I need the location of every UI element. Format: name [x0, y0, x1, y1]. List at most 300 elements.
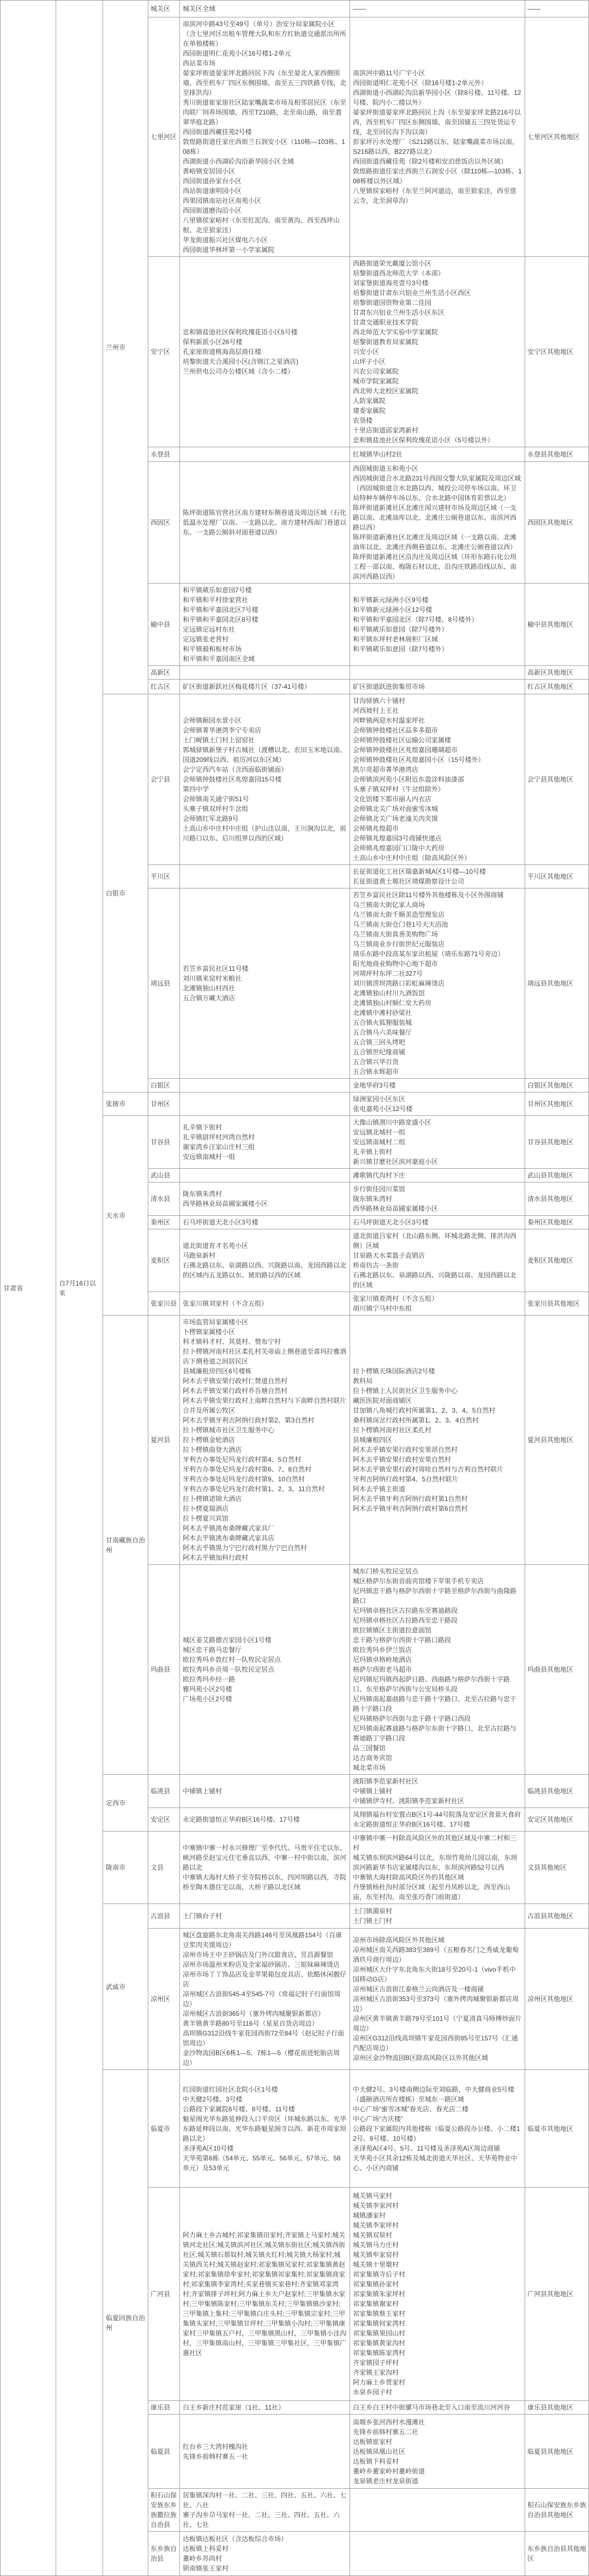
high-risk-area-line: 牙利吉办事处尼玛龙行政村第1、2、3、11自然村 — [183, 1485, 325, 1493]
city-row — [103, 1315, 588, 1774]
high-risk-area-line: 五合镇万藏大酒店 — [183, 994, 236, 1002]
high-risk-areas-cell — [180, 1216, 350, 1229]
medium-risk-area-line: 桥南仿古一条街 — [353, 1262, 399, 1269]
other-areas-cell: 七里河区其他地区 — [527, 133, 580, 141]
medium-risk-area-line: 新兴镇甘麽社区滨河豪庭小区 — [353, 1158, 438, 1166]
medium-risk-area-line: 龙泉镇老庄村龙泉街道 — [353, 2477, 419, 2485]
medium-risk-area-line: 中心广场“吉庆楼” — [353, 2115, 403, 2123]
medium-risk-area-line: 祁家集镇寺后子村 — [353, 2271, 406, 2278]
high-risk-area-line: 土门岘镇土门村上窑窑社 — [183, 736, 255, 744]
district-row — [148, 1564, 588, 1774]
district-name: 临夏县 — [148, 2415, 180, 2488]
high-risk-area-line: 兰州供电公司办公楼区域（含小二楼） — [183, 368, 294, 375]
city-row — [103, 1831, 588, 1904]
medium-risk-area-line: 桑科镇岗岔行政村所属第1、2、3、4自然村 — [353, 1416, 479, 1424]
medium-risk-area-line: 拉卜楞镇天珠国际酒店2号楼 — [353, 1367, 435, 1375]
high-risk-area-line: 和平镇葳乐如意园7号楼 — [183, 586, 252, 594]
district-rows — [148, 1775, 588, 1831]
district-name: 西固区 — [148, 462, 180, 583]
high-risk-area-line: 拉卜楞夏兴宾馆 — [183, 1515, 229, 1522]
high-risk-area-line: 西站菜市场 — [183, 59, 216, 67]
medium-risk-areas-cell — [350, 1316, 525, 1564]
high-risk-area-line: 秀川街道崔家崖社区陆家嘴蔬菜市场及相邻居民区（东至肉联厂饲养场围墙，西至T210路，北至南山路，南至翡翠华庭北路） — [183, 99, 347, 126]
high-risk-area-line: 雅玛苑小区2号楼 — [183, 1685, 232, 1693]
medium-risk-area-line: 西固城街道合水北路231号西固交警大队家属院及周边区域（西固城街道合水北路以西、城投公司停车场以南、环卫局特种车辆停车场以东、合水北路中国体育彩票以北） — [353, 475, 521, 502]
medium-risk-area-line: 城关镇十里墩村 — [353, 2261, 399, 2268]
district-row — [148, 1116, 588, 1168]
high-risk-area-line: 黄羊镇黄羊路80号至116号（星星百货店周边） — [183, 2020, 318, 2027]
high-risk-area-line: 西站街道康明园小区 — [183, 187, 242, 195]
district-row — [148, 2488, 588, 2531]
district-name: 康乐县 — [148, 2401, 180, 2414]
medium-risk-areas-cell — [350, 1169, 525, 1182]
high-risk-areas-cell — [180, 1929, 350, 2069]
high-risk-areas-cell — [180, 865, 350, 888]
medium-risk-areas-cell — [350, 1229, 525, 1292]
medium-risk-area-line: 若笠乡富民社区除11号楼外其他楼栋及小区外围商铺 — [353, 891, 504, 899]
high-risk-area-line: 保利新派小区26号楼 — [183, 338, 243, 346]
medium-risk-area-line: 尼玛镇尼玛镇西起萨日路、西曲路与格萨尔西街十字路口、东至格萨尔西街与公安局桥头段 — [353, 1676, 510, 1693]
medium-risk-area-line: 西固城街道玉和苑小区 — [353, 465, 419, 472]
high-risk-area-line: 拉卜楞镇诺锦大酒店 — [183, 1495, 242, 1503]
medium-risk-area-line: 城北菜市场 — [353, 1764, 386, 1772]
medium-risk-area-line: 阿木去乎镇安果行政村周哇自然村与吉利自然村联片 — [353, 1466, 504, 1473]
medium-risk-area-line: 乌兰镇南大街亿家人商场 — [353, 901, 425, 909]
medium-risk-area-line: 张电嘉苑小区12号楼 — [353, 1105, 413, 1113]
high-risk-areas-cell — [180, 1565, 350, 1774]
high-risk-area-line: 陈坪街道陈官营社区南方建材东侧巷道及周边区域（石化低温水处理厂以南、一支路以北、南方建材西南门巷道以东、一支路公厕斜对面巷道以西） — [183, 509, 347, 536]
medium-risk-area-line: 张家川镇查湾村（不含五组） — [353, 1295, 438, 1302]
other-areas-cell: 临夏市其他地区 — [527, 2124, 574, 2133]
district-name: 高新区 — [148, 666, 180, 679]
high-risk-area-line: 华龙街道振兴社区煤电六小区 — [183, 236, 268, 244]
medium-risk-area-line: —— — [353, 5, 366, 13]
district-row — [148, 1808, 588, 1831]
medium-risk-area-line: 尼玛镇南起嘉曲路与忠干路十字路口、北至古拉路与忠干路十字路口段 — [353, 1695, 517, 1713]
district-row — [148, 1928, 588, 2069]
medium-risk-area-line: 会师镇兆煌嘉园门口陇中大药房 — [353, 844, 445, 852]
medium-risk-area-line: 五合镇兴华百货 — [353, 1058, 399, 1066]
high-risk-area-line: 拉卜楞镇曲登大酒店 — [183, 1446, 242, 1454]
medium-risk-area-line: 会师镇北关广场对面蜜雪冰城 — [353, 805, 438, 813]
medium-risk-area-line: 齐家镇园子坪村 — [353, 2359, 399, 2367]
high-risk-area-line: 会师镇颐园水景小区 — [183, 717, 242, 724]
medium-risk-areas-cell — [350, 257, 525, 447]
medium-risk-area-line: 城关镇东坝滨河路64号以北，东坝竹苑幼儿园以南，东坝滨河路新华书店家属楼沟以东，东坝滨河路52号以西 — [353, 1854, 518, 1871]
city-groups — [103, 1, 588, 2575]
medium-risk-areas-cell — [350, 1182, 525, 1215]
high-risk-area-line: 达板镇上科妥村 — [183, 2545, 229, 2553]
high-risk-areas-cell — [180, 1292, 350, 1315]
medium-risk-area-line: 城关镇牟家窑村 — [353, 2251, 399, 2259]
medium-risk-areas-cell — [350, 680, 525, 694]
high-risk-area-line: 和平镇和平嘉园北区8号楼 — [183, 616, 259, 623]
medium-risk-area-line: 中铺镇伊寺村、洮阳镇李范家新村社区 — [353, 1797, 465, 1805]
high-risk-area-line: 县城廉租房四区6号楼栋 — [183, 1367, 252, 1375]
other-areas-cell: 秦州区其他地区 — [527, 1218, 574, 1226]
medium-risk-area-line: 凤翔镇福台村安置点B区1号-44号院落及安定区食景天食府 — [353, 1811, 521, 1818]
high-risk-area-line: 广场苑小区2号楼 — [183, 1695, 232, 1703]
medium-risk-area-line: 凉州城区南关西路383至389号（五粮春名门之秀威龙葡萄酒玖号商行周边） — [353, 1946, 519, 1963]
medium-risk-area-line: 河畔镇两迎水村温家坪社 — [353, 717, 425, 724]
high-risk-areas-cell — [180, 1116, 350, 1168]
city-name: 定西市 — [103, 1775, 148, 1831]
district-row — [148, 1168, 588, 1182]
medium-risk-area-line: 胡川镇宁马村中东组 — [353, 1305, 412, 1312]
medium-risk-area-line: 拉卜楞镇上人民街社区卫生服务中心 — [353, 1387, 458, 1395]
medium-risk-areas-cell — [350, 2532, 525, 2575]
high-risk-area-line: 第四中学 — [183, 785, 209, 793]
medium-risk-area-line: 会师镇兆煌嘉园3号商铺快递点 — [353, 834, 442, 842]
high-risk-area-line: 城区姜艾路德吉家园小区1号楼 — [183, 1636, 272, 1644]
high-risk-area-line: 西园街道磨沟沿小区 — [183, 207, 242, 214]
city-name: 兰州市 — [103, 1, 148, 694]
medium-risk-areas-cell — [350, 1216, 525, 1229]
medium-risk-area-line: 祁家集镇陈家湾村 — [353, 2349, 406, 2357]
district-name: 古浪县 — [148, 1904, 180, 1928]
medium-risk-areas-cell — [350, 2489, 525, 2531]
medium-risk-area-line: 五合镇世纪缘商铺 — [353, 1048, 406, 1056]
high-risk-areas-cell — [180, 1079, 350, 1092]
district-name: 平川区 — [148, 865, 180, 888]
medium-risk-area-line: 北滩镇独山村顺仁堂大药房 — [353, 999, 432, 1007]
district-name: 清水县 — [148, 1182, 180, 1215]
medium-risk-area-line: 西园街道西藏佳苑（除2号楼和安泊慈饭店以外区域） — [353, 158, 507, 165]
medium-risk-area-line: 达吉商务宾馆 — [353, 1754, 393, 1762]
medium-risk-area-line: 礼辛镇上街村 — [353, 1148, 393, 1156]
medium-risk-area-line: 石佛北路以东、泉湖路以西、兴陇路以南、龙园西路以北的区域 — [353, 1271, 517, 1289]
district-name: 甘州区 — [148, 1092, 180, 1115]
district-name: 甘谷县 — [148, 1116, 180, 1168]
district-rows — [148, 1316, 588, 1774]
district-name: 七里河区 — [148, 17, 180, 256]
city-row — [103, 1115, 588, 1315]
district-name: 临夏市 — [148, 2070, 180, 2187]
high-risk-area-line: 凉州市场王中王砂锅店及门外汉甜食店、昱昌源餐馆 — [183, 1951, 334, 1959]
other-areas-cell: 红古区其他地区 — [527, 683, 574, 690]
district-name: 麦积区 — [148, 1229, 180, 1292]
medium-risk-area-line: 阿木去乎镇牙利吉阿纳行政村第6自然村 — [353, 1505, 468, 1512]
medium-risk-area-line: 和平镇东坪村老林展柜厂区域 — [353, 635, 438, 643]
other-areas-cell: 平川区其他地区 — [527, 873, 574, 880]
medium-risk-areas-cell — [350, 1, 525, 17]
other-areas-cell: 白银区其他地区 — [527, 1082, 574, 1089]
medium-risk-area-line: 董岭乡董家岭村董岭街道 — [353, 2467, 425, 2475]
high-risk-area-line: 西园街道西藏佳苑2号楼 — [183, 128, 252, 136]
medium-risk-area-line: 河西坡村上王社 — [353, 707, 399, 714]
other-areas-cell: 甘州区其他地区 — [527, 1100, 574, 1108]
medium-risk-area-line: 大像山镇渭川中路宽盛小区 — [353, 1119, 432, 1126]
other-areas-cell: 文县其他地区 — [527, 1864, 567, 1871]
medium-risk-area-line: 会师镇钟鼓楼社区运输公司家属楼 — [353, 736, 452, 744]
high-risk-areas-cell — [180, 888, 350, 1078]
high-risk-area-line: 阿力麻土乡古城村;祁家集镇田家村;齐家镇上马家村;城关镇河北社区;城关镇滨河社区;城关镇东街社区;城关镇西街社区;城关镇石那奴村;城关镇火红村;城关镇大杨家村;城关镇西关村;城关镇赵家村;祁家集镇吴家村;祁家集镇黄赵家村;祁家集镇徐牟家村;祁家集镇祁家集村;祁家集镇商家村;祁家集镇李家湾村;买家巷镇买家巷村;齐家镇邓家湾村;齐家镇排子坪村;阿力麻土乡大户赵家村;三甲集镇水家村;三甲集镇陈家村;三甲集镇东关村;三甲集镇镇沙家村;三甲集镇上集村;三甲集镇白庄头村;三甲集镇宗家村;三甲集镇头家村;三甲集镇甘坪村;三甲集镇小沟村;三甲集镇康家村三甲集镇五户村，三甲集镇黑山村，三甲集镇小洼沟村，三甲集镇南山村，三甲集镇三甲集社区，三甲集镇广惠社区 — [183, 2231, 347, 2357]
high-risk-area-line: 西园街道明仁花苑小区16号楼1-2单元 — [183, 50, 291, 57]
district-row — [148, 1078, 588, 1092]
medium-risk-area-line: 尼玛镇卓格社区古拉路东至赛迪路段 — [353, 1607, 458, 1614]
medium-risk-area-line: 靖乐东路中段高某东家出租屋（靖乐东路71号旁边） — [353, 950, 504, 958]
district-rows — [148, 694, 588, 1092]
city-name: 张掖市 — [103, 1092, 148, 1115]
high-risk-areas-cell — [180, 1316, 350, 1564]
medium-risk-areas-cell — [350, 1929, 525, 2069]
high-risk-areas-cell — [180, 1092, 350, 1115]
medium-risk-area-line: 人防家属院 — [353, 397, 386, 405]
high-risk-area-line: 先锋乡前韩村寨五一社 — [183, 2452, 249, 2460]
other-areas-cell: 永登县其他地区 — [527, 451, 574, 458]
high-risk-area-line: 红园街道红园社区北院小区1号楼 — [183, 2085, 278, 2093]
high-risk-areas-cell — [180, 1808, 350, 1831]
medium-risk-area-line: 乌兰镇南大街仓门巷1号天天浴池 — [353, 921, 448, 928]
district-row — [148, 665, 588, 679]
medium-risk-area-line: 城关镇双泉村 — [353, 2231, 393, 2239]
high-risk-area-line: 圣泽苑A区10号楼 — [183, 2144, 234, 2152]
district-name: 临洮县 — [148, 1775, 180, 1808]
high-risk-area-line: 安远镇南城村一组 — [183, 1153, 236, 1161]
high-risk-area-line: 中天健2号楼、3号楼 — [183, 2095, 243, 2103]
medium-risk-area-line: 安远镇北城村一组 — [353, 1128, 406, 1136]
district-name: 东乡族自治县 — [148, 2532, 180, 2575]
medium-risk-area-line: 建委家属院 — [353, 407, 386, 415]
high-risk-area-line: 和平镇和平嘉园北区7号楼 — [183, 606, 259, 614]
city-row — [103, 1904, 588, 2069]
medium-risk-area-line: 齐家镇王家沟村 — [353, 2369, 399, 2376]
medium-risk-area-line: 中天健2号、3号楼南侧边际至刘临路，中天健商业5号楼（盛颐酒店所在楼栋）至城东一路区域 — [353, 2085, 515, 2103]
medium-risk-area-line: 祁家集镇何家湾村 — [353, 2320, 406, 2327]
high-risk-area-line: 中寨镇大海村大桥子至寺院桥以东，四河坝路以西，寺院桥至陶木德住宅以南，大桥子路以北区域 — [183, 1874, 347, 1891]
high-risk-area-line: 定远镇张老营村 — [183, 635, 229, 643]
period-cell — [56, 1, 103, 2575]
medium-risk-area-line: 和平镇葳乐如意园（除7号楼外） — [353, 645, 448, 653]
medium-risk-area-line: 城市学院家属院 — [353, 377, 399, 385]
high-risk-area-line: 头寨子镇双坪村牛岔组 — [183, 805, 249, 813]
medium-risk-area-line: 晏家坪街道晏家坪北路回民上沟（东至晏家坪北路216号以西，西至机车厂四区东侧围墙，南至国储五三四处货运专线，北至回民沟下沟以南） — [353, 109, 521, 136]
high-risk-area-line: 黄峪镇安居园小区 — [183, 167, 236, 175]
other-areas-cell: 会宁县其他地区 — [527, 776, 574, 783]
medium-risk-area-line: 敦煌路街道任家庄西街兰石润安小区（除110栋—103栋、108栋楼以外区域） — [353, 167, 522, 185]
city-name: 天水市 — [103, 1116, 148, 1315]
medium-risk-area-line: 水泉乡园子村 — [353, 2388, 393, 2396]
high-risk-areas-cell — [180, 680, 350, 694]
high-risk-area-line: 永定路街道恒正华府B区16号楼、17号楼 — [183, 1816, 300, 1823]
medium-risk-area-line: 圣泽苑A区4号、5号、11号楼及圣泽苑A区周边商铺 — [353, 2144, 500, 2152]
high-risk-area-line: 锁南镇张王家村 — [183, 2565, 229, 2572]
medium-risk-area-line: 步行街佳园川菜馆 — [353, 1185, 406, 1193]
medium-risk-areas-cell — [350, 1904, 525, 1928]
district-row — [148, 256, 588, 447]
medium-risk-area-line: 会师镇北关广场老潼关肉夹馍 — [353, 815, 438, 822]
medium-risk-area-line: 城区格萨尔东街首曲宾馆楼下苹果手机专卖店 — [353, 1577, 484, 1585]
district-rows — [148, 1092, 588, 1115]
high-risk-area-line: 刘川镇来窑村米粮社 — [183, 975, 242, 982]
medium-risk-area-line: 和平镇葳乐如意园（除7号楼外） — [353, 626, 448, 633]
high-risk-areas-cell — [180, 1, 350, 17]
district-name: 夏河县 — [148, 1316, 180, 1564]
high-risk-area-line: 中铺镇上铺村 — [183, 1787, 223, 1795]
high-risk-area-line: 道北街道育才名苑小区 — [183, 1242, 249, 1250]
medium-risk-area-line: 城关镇马家村 — [353, 2192, 393, 2200]
other-areas-cell: —— — [527, 5, 540, 13]
other-areas-cell: 古浪县其他地区 — [527, 1912, 574, 1920]
high-risk-areas-cell — [180, 1229, 350, 1292]
medium-risk-area-line: 凉州城区古浪街江泰格兰云尚酒店及一楼商铺 — [353, 1985, 484, 1993]
district-row — [148, 2187, 588, 2400]
medium-risk-area-line: 南塬乡张河西村水漫滩社 — [353, 2418, 425, 2426]
district-name: 会宁县 — [148, 694, 180, 864]
medium-risk-areas-cell — [350, 447, 525, 461]
medium-risk-areas-cell — [350, 666, 525, 679]
medium-risk-area-line: 凉州市场除高风险区外其他区域 — [353, 1936, 445, 1944]
high-risk-area-line: 居集镇深沟村一社、二社、三社、四社、五社、六社、七社、八社 — [183, 2491, 347, 2509]
high-risk-area-line: 金沙物流园B区6栋1—5、7栋1—5（樱花前进轮胎店周边） — [183, 2049, 340, 2067]
medium-risk-area-line: 阿木去乎镇牙利吉阿纳行政村第1自然村 — [353, 1495, 468, 1503]
high-risk-area-line: 红台乡三大湾村槐沟社 — [183, 2442, 249, 2451]
medium-risk-area-line: 农垦楼 — [353, 417, 373, 424]
high-risk-area-line: 会师镇南关通宁街51号 — [183, 795, 249, 803]
city-name: 武威市 — [103, 1904, 148, 2069]
medium-risk-area-line: 金地华府3号楼 — [353, 1082, 396, 1089]
medium-risk-area-line: 城关镇李家河村 — [353, 2202, 399, 2209]
other-areas-cell: 麦积区其他地区 — [527, 1257, 574, 1264]
medium-risk-area-line: 中铺镇上铺村 — [353, 1787, 393, 1795]
medium-risk-area-line: 西华路林业局苗圃家属楼小区 — [353, 1205, 438, 1212]
district-row — [148, 583, 588, 665]
district-rows — [148, 1904, 588, 2069]
high-risk-areas-cell — [180, 2532, 350, 2575]
medium-risk-areas-cell — [350, 2188, 525, 2400]
district-row — [148, 461, 588, 583]
district-rows — [148, 2070, 588, 2575]
medium-risk-area-line: 八里镇侯家峪村（东至兰阿河道边，南至狼家洼，西至慈云寺，北至洞草沟） — [353, 187, 517, 205]
medium-risk-area-line: 达板镇崔家村 — [353, 2437, 393, 2446]
medium-risk-area-line: 凉州城区大什字东北角东大街18号至20号-1（vivo手机中国移动G店） — [353, 1966, 516, 1983]
high-risk-area-line: 欧拉秀玛乡经一路 — [183, 1676, 236, 1683]
district-name: 榆中县 — [148, 584, 180, 665]
district-rows — [148, 1832, 588, 1904]
medium-risk-area-line: 会师镇兆煌超市 — [353, 825, 399, 832]
other-areas-cell: 清水县其他地区 — [527, 1195, 574, 1203]
high-risk-area-line: 西园街道孙家台小区 — [183, 177, 242, 185]
medium-risk-areas-cell — [350, 17, 525, 256]
other-areas-cell: 榆中县其他地区 — [527, 621, 574, 628]
medium-risk-area-line: 忠和镇盐池社区保利玫瑰花语小区（5号楼以外） — [353, 436, 494, 444]
high-risk-areas-cell — [180, 584, 350, 665]
medium-risk-area-line: 山坪子小区 — [353, 358, 386, 365]
high-risk-area-line: 阿木去乎镇洮布桑牌藏式家具厂 — [183, 1524, 275, 1532]
high-risk-area-line: 公路段下家属院6号楼、8号楼、11号楼 — [183, 2105, 295, 2113]
medium-risk-area-line: 矿区街道跃进街集贸市场 — [353, 683, 425, 690]
medium-risk-area-line: 阿木去乎镇安果行政村安果昂自然村 — [353, 1446, 458, 1454]
medium-risk-area-line: 丹堡镇杨杜沟村部分区域（起至丹凤桥以北，西至西山庙，东至村沟，南至张巧香门前街道） — [353, 1883, 510, 1901]
high-risk-area-line: 牙利吉办事处尼玛龙行政村第6、7、8自然村 — [183, 1466, 312, 1473]
other-areas-cell: 东乡族自治县其他地区 — [527, 2545, 587, 2562]
high-risk-areas-cell — [180, 462, 350, 583]
medium-risk-area-line: 兴农公司家属院 — [353, 368, 399, 375]
medium-risk-area-line: 河靖坪村东坪二社327号 — [353, 970, 423, 977]
high-risk-area-line: 西园街道华林坪第一小学家属院 — [183, 246, 275, 254]
other-areas-cell: 安宁区其他地区 — [527, 348, 574, 356]
high-risk-area-line: 北滩镇独山村西社 — [183, 984, 236, 992]
high-risk-area-line: 拉卜楞镇城市社区卫生服务中心 — [183, 1426, 275, 1434]
district-name: 靖远县 — [148, 888, 180, 1078]
medium-risk-area-line: 阿木去乎镇安果行政村安果自然村 — [353, 1456, 452, 1463]
district-row — [148, 679, 588, 694]
medium-risk-areas-cell — [350, 1092, 525, 1115]
medium-risk-area-line: 文化馆楼下都市丽人内衣店 — [353, 795, 432, 803]
medium-risk-area-line: 陈坪街道新滩社区北滩庄闻兴建材市场及周边区域（一支路以南、北滩油库以北、北滩庄公厕巷道以东、南滨河西路以西） — [353, 504, 517, 531]
medium-risk-area-line: 天华苑小区其余12栋及城北街道天华社区、天华苑物业中心、小区内商铺 — [353, 2154, 518, 2172]
medium-risk-area-line: 尼玛镇卓格社区古拉路西至忠干路段 — [353, 1617, 458, 1624]
high-risk-area-line: 南滨河中路43号至49号（单号）治安分局家属院小区（含七里河区出租车管理大队和东方红轨道交通派出所所在单独楼栋） — [183, 20, 347, 47]
medium-risk-area-line: 祁家集镇果园山村 — [353, 2329, 406, 2337]
district-name: 安定区 — [148, 1808, 180, 1831]
medium-risk-area-line: 和平镇新元绿洲小区12号楼 — [353, 606, 432, 614]
medium-risk-area-line: 乌兰镇南大街真善美购物广场 — [353, 930, 438, 938]
other-areas-cell: 积石山保安族东乡族自治县其他地区 — [527, 2501, 587, 2519]
medium-risk-area-line: 红城镇华山村2社 — [353, 451, 402, 458]
medium-risk-area-line: 藏医医院对面商铺区 — [353, 1397, 412, 1404]
city-row — [103, 1092, 588, 1115]
medium-risk-area-line: 格萨尔西街老马超市 — [353, 1666, 412, 1673]
medium-risk-area-line: 欧拉镇镇区主街道拉意面馆 — [353, 1626, 432, 1634]
district-row — [148, 1, 588, 17]
medium-risk-area-line: 凉州区黄羊镇黄羊路79号至101号（宁夏清真马师傅炒面片周边） — [353, 2015, 522, 2032]
district-name: 广河县 — [148, 2188, 180, 2400]
high-risk-area-line: 高坝镇G312沿线牛家花园西街72至84号（赵记肘子行面馆周边） — [183, 2029, 345, 2047]
high-risk-area-line: 会宁定西汽车站（含西面临街铺面） — [183, 766, 288, 773]
city-row — [103, 1774, 588, 1831]
medium-risk-area-line: 土高山乡中庄村中庄组（除高风险区外） — [353, 854, 471, 862]
medium-risk-areas-cell — [350, 584, 525, 665]
medium-risk-area-line: 凉州城区古浪街353号至373号（塞外烤肉城聚银新都店周边） — [353, 1995, 519, 2013]
medium-risk-area-line: 祁家集镇黄家沟村 — [353, 2339, 406, 2347]
high-risk-area-line: 石马坪街道天北小区3号楼 — [183, 1218, 259, 1226]
high-risk-area-line: 张家川镇刘家村（不含五组） — [183, 1300, 268, 1307]
district-row — [148, 2400, 588, 2414]
medium-risk-area-line: 洮阳镇李范家新村社区 — [353, 1778, 419, 1785]
other-areas-cell: 临夏县其他地区 — [527, 2447, 574, 2455]
district-row — [148, 2414, 588, 2488]
high-risk-area-line: 忠和镇盐池社区保利玫瑰花语小区5号楼 — [183, 328, 298, 336]
high-risk-area-line: 阿木去乎镇安果行政村上南畔自然村与下南畔自然村联片合并及所属公牧区 — [183, 1397, 347, 1414]
medium-risk-area-line: 南滨河中路11号广宇小区 — [353, 69, 425, 77]
high-risk-area-line: 牙利吉办事处尼玛龙行政村第4、5自然村 — [183, 1456, 302, 1463]
medium-risk-area-line: 达板镇下科妥村 — [353, 2457, 399, 2465]
district-name: 凉州区 — [148, 1929, 180, 2069]
medium-risk-area-line: 绿洲家园小区东区 — [353, 1095, 406, 1103]
other-areas-cell: 广河县其他地区 — [527, 2290, 574, 2298]
medium-risk-area-line: 中寨镇中寨一村除高风险区外的其他区域及中寨二村和三村 — [353, 1834, 517, 1852]
medium-risk-area-line: 凯尔亮超市菁华港湾店 — [353, 766, 419, 773]
medium-risk-area-line: 长征街道化工社区瑞嘉新城A区1号楼—10号楼 — [353, 868, 486, 875]
medium-risk-areas-cell — [350, 1832, 525, 1904]
high-risk-area-line: 拉卜楞夏瑞酒店 — [183, 1505, 229, 1512]
high-risk-area-line: 欧拉秀玛乡敦红村一队牧民定居点 — [183, 1656, 281, 1664]
high-risk-area-line: 和平镇和平村徐家营社 — [183, 596, 249, 604]
high-risk-area-line: 会师镇菁华港湾李宁专卖店 — [183, 726, 262, 734]
high-risk-area-line: 凉州城区古浪街365号（塞外烤肉城聚银新都店） — [183, 2010, 325, 2017]
high-risk-area-line: 会师镇红军北路9号 — [183, 815, 239, 822]
medium-risk-area-line: 阳光地商业购物中心地下超市 — [353, 960, 438, 968]
medium-risk-areas-cell — [350, 694, 525, 864]
medium-risk-area-line: 尼玛镇卓格岭地酒店 — [353, 1656, 412, 1664]
high-risk-area-line: 拉卜楞镇河南村社区柔扎村关帝庙上侧巷道至喜玛拉雅酒店下侧巷道之间居民区 — [183, 1348, 347, 1365]
medium-risk-area-line: 祁家集镇朱家坪村 — [353, 2290, 406, 2298]
other-areas-cell: 临洮县其他地区 — [527, 1787, 574, 1795]
province-cell — [1, 1, 56, 2575]
medium-risk-area-line: 城东门桥头牧民定居点 — [353, 1568, 419, 1575]
high-risk-area-line: 中寨镇中寨一村永兴修理厂至李代代、马贵平住宅以东，峡河路至赵宝元住宅垂直以西，中寨一村中街以南，滨河路以北 — [183, 1844, 347, 1871]
